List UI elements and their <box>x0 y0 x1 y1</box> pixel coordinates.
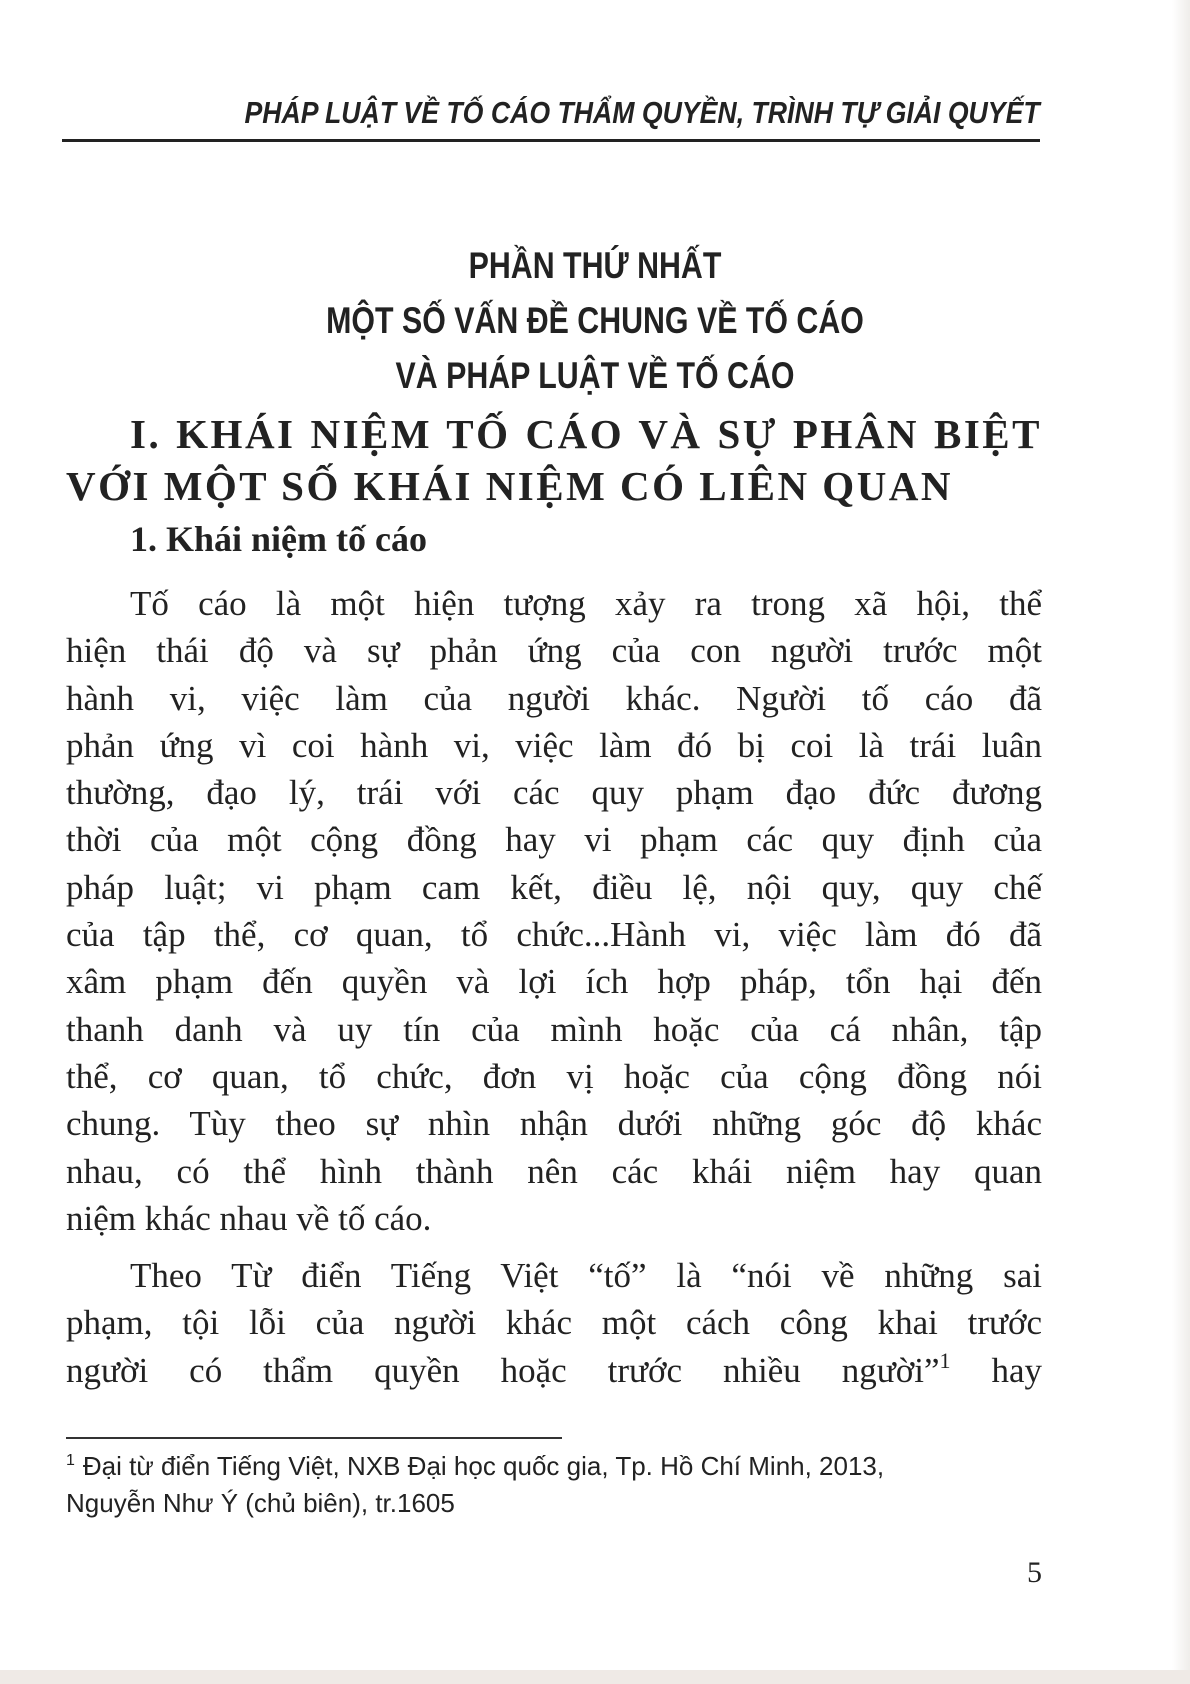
footnote-reference[interactable]: 1 <box>939 1347 951 1373</box>
paragraph-2 <box>66 1252 1042 1394</box>
paragraph-line: phản ứng vì coi hành vi, việc làm đó bị coi là trái luân <box>66 725 1042 765</box>
section-heading <box>66 408 1042 512</box>
paragraph-line: xâm phạm đến quyền và lợi ích hợp pháp, tổn hại đến <box>66 962 1042 1002</box>
part-heading-line-2: MỘT SỐ VẤN ĐỀ CHUNG VỀ TỐ CÁO <box>326 300 864 341</box>
section-heading-line-2: VỚI MỘT SỐ KHÁI NIỆM CÓ LIÊN QUAN <box>66 463 954 509</box>
paragraph-line: Theo Từ điển Tiếng Việt “tố” là “nói về những sai <box>130 1256 1042 1295</box>
paragraph-line: của tập thể, cơ quan, tổ chức...Hành vi, việc làm đó đã <box>66 915 1042 955</box>
page-number: 5 <box>1027 1556 1042 1589</box>
footnote <box>66 1448 1046 1522</box>
paragraph-line: thời của một cộng đồng hay vi phạm các quy định của <box>66 820 1042 860</box>
footnote-line-1 <box>66 1448 1046 1485</box>
page-edge-right <box>1172 0 1190 1684</box>
footnote-text-1: Đại từ điển Tiếng Việt, NXB Đại học quốc gia, Tp. Hồ Chí Minh, 2013, <box>82 1451 885 1481</box>
paragraph-line-text: người có thẩm quyền hoặc trước nhiều người” <box>66 1350 940 1390</box>
paragraph-line: thường, đạo lý, trái với các quy phạm đạo đức đương <box>66 773 1042 813</box>
paragraph-line-tail: hay <box>950 1350 1042 1390</box>
paragraph-line: niệm khác nhau về tố cáo. <box>66 1198 432 1238</box>
part-heading-line-1: PHẦN THỨ NHẤT <box>468 245 722 286</box>
running-header: PHÁP LUẬT VỀ TỐ CÁO THẨM QUYỀN, TRÌNH TỰ GIẢI QUYẾT <box>244 95 1040 130</box>
part-heading <box>0 238 1190 403</box>
section-heading-line-1: I. KHÁI NIỆM TỐ CÁO VÀ SỰ PHÂN BIỆT <box>130 411 1042 457</box>
subsection-heading: 1. Khái niệm tố cáo <box>130 519 427 559</box>
paragraph-line: chung. Tùy theo sự nhìn nhận dưới những góc độ khác <box>66 1104 1042 1144</box>
paragraph-line: nhau, có thể hình thành nên các khái niệm hay quan <box>66 1151 1042 1191</box>
paragraph-line: Tố cáo là một hiện tượng xảy ra trong xã hội, thể <box>130 584 1042 623</box>
page-edge-bottom <box>0 1670 1190 1684</box>
part-heading-line-3: VÀ PHÁP LUẬT VỀ TỐ CÁO <box>395 355 795 396</box>
paragraph-line: thể, cơ quan, tổ chức, đơn vị hoặc của cộng đồng nói <box>66 1056 1042 1096</box>
paragraph-line: hiện thái độ và sự phản ứng của con người trước một <box>66 631 1042 671</box>
paragraph-line: pháp luật; vi phạm cam kết, điều lệ, nội quy, quy chế <box>66 867 1042 907</box>
footnote-marker: 1 <box>66 1452 75 1469</box>
footnote-rule <box>66 1437 562 1439</box>
footnote-line-2: Nguyễn Như Ý (chủ biên), tr.1605 <box>66 1488 455 1518</box>
paragraph-line: hành vi, việc làm của người khác. Người tố cáo đã <box>66 678 1042 718</box>
header-rule <box>62 139 1040 142</box>
paragraph-1 <box>66 580 1042 1242</box>
paragraph-line: thanh danh và uy tín của mình hoặc của cá nhân, tập <box>66 1009 1042 1049</box>
paragraph-line: phạm, tội lỗi của người khác một cách công khai trước <box>66 1303 1042 1343</box>
paragraph-line-with-footnote <box>66 1347 1042 1394</box>
